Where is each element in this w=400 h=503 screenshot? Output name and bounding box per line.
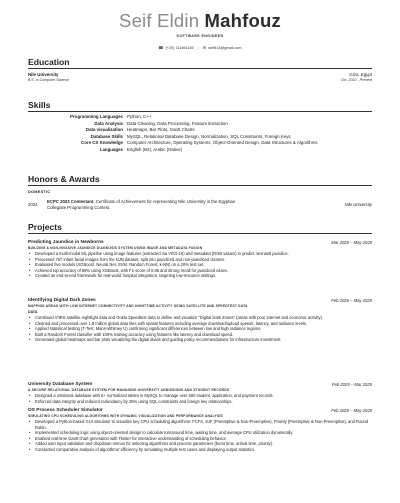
section-divider <box>28 111 372 112</box>
award-title: ECPC 2023 Contestant <box>47 199 94 204</box>
school-name: Nile University <box>28 72 59 77</box>
project-header <box>28 240 372 245</box>
skills-section <box>28 100 372 154</box>
award-location: Nile University <box>344 202 372 207</box>
project-subtitle: SIMULATING CPU SCHEDULING ALGORITHMS WITH DYNAMIC VISUALIZATION AND PERFORMANCE ANALYSIS <box>28 414 223 418</box>
project-title: OS Process Scheduler Simulator <box>28 408 103 413</box>
education-details <box>28 78 372 82</box>
project-dates: Feb 2025 – May 2025 <box>331 298 372 303</box>
bullet-item: • Created an end-to-end framework for real-world hospital integration, targeting low-resource settings. <box>28 273 372 279</box>
project-subtitle: MAPPING AREAS WITH LOW INTERNET CONNECTIVITY AND NIGHTTIME ACTIVITY USING SATELLITE AND SPEEDTEST DATA <box>28 304 248 308</box>
skill-value: Data Cleaning, Data Processing, Feature Extraction <box>127 120 228 126</box>
skills-list <box>28 114 372 154</box>
award-detail-line2: Collegiate Programming Contest. <box>47 205 111 211</box>
bullet-item: • Enforced data integrity and reduced redundancy by 25% using SQL constraints and foreign key relationships. <box>28 399 372 405</box>
job-title: SOFTWARE ENGINEER <box>176 34 224 38</box>
skill-row <box>28 140 372 147</box>
last-name: Mahfouz <box>204 10 281 31</box>
project-bullets <box>28 393 372 404</box>
project-header <box>28 298 372 303</box>
bullet-item: • Combined VIIRS satellite nightlight data and Ookla Speedtest data to define and visualize "Digital Dark Zones" (areas with poor internet and economic activity). <box>28 315 372 321</box>
bullet-item: • Enabled real-time Gantt chart generation with Tkinter for interactive understanding of scheduling behavior. <box>28 436 372 442</box>
skill-value: Computer Architecture, Operating Systems, Object-Oriented Design, Data Structures & Algorithms <box>127 140 318 146</box>
education-dates: Oct. 2022 - Present <box>340 78 372 82</box>
bullet-item: • Developed a multi-modal ML pipeline using image features (extracted via VGG-19) and metadata (RGB values) to predict neonatal jaundice. <box>28 251 372 257</box>
award-description <box>47 199 345 211</box>
project-dates: Feb 2025 – Mar 2025 <box>331 382 372 387</box>
skill-value: MySQL, Relational Database Design, Normalization, SQL Constraints, Foreign Keys <box>127 133 291 139</box>
project-entry <box>28 298 372 343</box>
bullet-item: • Implemented scheduling logic using object-oriented design to calculate turnaround time, waiting time, and average CPU utilization dynamically. <box>28 430 372 436</box>
skills-heading: Skills <box>28 100 51 110</box>
project-bullets <box>28 419 372 452</box>
skill-value: Heatmaps, Bar Plots, Gantt Charts <box>127 127 195 133</box>
education-heading: Education <box>28 57 70 67</box>
skill-value: English (B2), Arabic (Native) <box>127 146 183 152</box>
bullet-item: • Designed a relational database with 6+ normalized tables in MySQL to manage over 500 student, application, and payment records. <box>28 393 372 399</box>
bullet-item: • Generated global heatmaps and bar plots visualizing the digital divide and guiding policy recommendations for infrastructure investment. <box>28 337 372 343</box>
skill-row <box>28 134 372 141</box>
bullet-item: • Conducted comparative analysis of algorithms' efficiency by simulating multiple test cases and displaying output statistics. <box>28 447 372 453</box>
project-subtitle: A SECURE RELATIONAL DATABASE SYSTEM FOR MANAGING UNIVERSITY ADMISSIONS AND STUDENT RECORDS <box>28 388 230 392</box>
project-title: Identifying Digital Dark Zones <box>28 298 96 303</box>
project-bullets <box>28 251 372 279</box>
project-dates: Feb 2025 – May 2025 <box>331 408 372 413</box>
award-year: 2024 <box>28 202 38 207</box>
project-bullets <box>28 315 372 343</box>
skill-key: Core CS Knowledge <box>81 140 123 146</box>
email-icon: ✉ <box>202 45 207 50</box>
skill-row <box>28 127 372 134</box>
bullet-item: • Applied statistical testing (T-Test, Mann-Whitney U) confirming significant differences between low and high radiance regions. <box>28 326 372 332</box>
contact-separator: | <box>197 46 199 50</box>
section-divider <box>28 185 372 186</box>
projects-heading: Projects <box>28 222 62 232</box>
education-entry <box>28 72 372 77</box>
project-title: University Database System <box>28 382 93 387</box>
awards-section <box>28 174 372 211</box>
awards-heading: Honors & Awards <box>28 174 100 184</box>
section-divider <box>28 233 372 234</box>
award-entry <box>28 199 372 211</box>
email-address[interactable]: seif614@gmail.com <box>208 46 242 50</box>
bullet-item: • Achieved top accuracy of 89% using XGBoost, with F1-score of 0.86 and strong recall for jaundiced cases. <box>28 268 372 274</box>
project-entry <box>28 240 372 279</box>
project-dates: Mar 2025 – May 2025 <box>331 240 372 245</box>
section-divider <box>28 68 372 69</box>
awards-subheading: DOMESTIC <box>28 190 51 194</box>
skill-row <box>28 147 372 154</box>
skill-key: Data Analysis <box>94 120 123 126</box>
skill-value: Python, C++ <box>127 114 152 119</box>
project-label: DATA <box>28 310 38 314</box>
first-name: Seif Eldin <box>119 10 200 31</box>
bullet-item: • Evaluated five models (XGBoost, Neural Net, SVM, Random Forest, k-NN) on a 20% test set. <box>28 262 372 268</box>
phone-icon: ☎ <box>158 45 164 50</box>
education-section <box>28 57 372 82</box>
project-subtitle: BUILDING A NON-INVASIVE JAUNDICE DIAGNOSIS SYSTEM USING IMAGE AND METADATA FUSION <box>28 246 203 250</box>
skill-key: Data visualization <box>85 127 123 133</box>
project-entry <box>28 408 372 452</box>
project-header <box>28 408 372 413</box>
project-entry <box>28 382 372 404</box>
school-location: Giza, Egypt <box>349 72 372 77</box>
projects-section <box>28 222 372 234</box>
bullet-item: • Processed 767 infant facial images from the NJN dataset, split into jaundiced and non-jaundiced classes. <box>28 257 372 263</box>
skill-row <box>28 114 372 121</box>
bullet-item: • Cleaned and processed over 1.8 million global data tiles with spatial features including average download/upload speeds, latency, and radiance levels. <box>28 321 372 327</box>
resume-name <box>0 10 400 32</box>
bullet-item: • Developed a Python-based GUI simulator to visualize key CPU scheduling algorithms: FCFS, SJF (Preemptive & Non-Preemptive), Priority (Preemptive & Non-Preemptive), and Round Robin. <box>28 419 372 430</box>
project-header <box>28 382 372 387</box>
bullet-item: • Added user input validation and dropdown menus for selecting algorithms and process parameters (burst time, arrival time, priority). <box>28 441 372 447</box>
skill-key: Programming Languages <box>70 114 123 119</box>
phone-number[interactable]: (+20) 111461136 <box>165 46 194 50</box>
skill-key: Database Skills <box>90 133 123 139</box>
bullet-item: • Built a Random Forest classifier with 100% training accuracy using features like latency and download speed. <box>28 332 372 338</box>
degree: B.S. in Computer Science <box>28 78 70 82</box>
contact-line <box>0 45 400 50</box>
project-title: Predicting Jaundice in Newborns <box>28 240 104 245</box>
skill-key: Languages <box>99 146 123 152</box>
skill-row <box>28 121 372 128</box>
award-detail: , Certificate of Achievement for representing Nile University in the Egyptian <box>93 199 236 204</box>
